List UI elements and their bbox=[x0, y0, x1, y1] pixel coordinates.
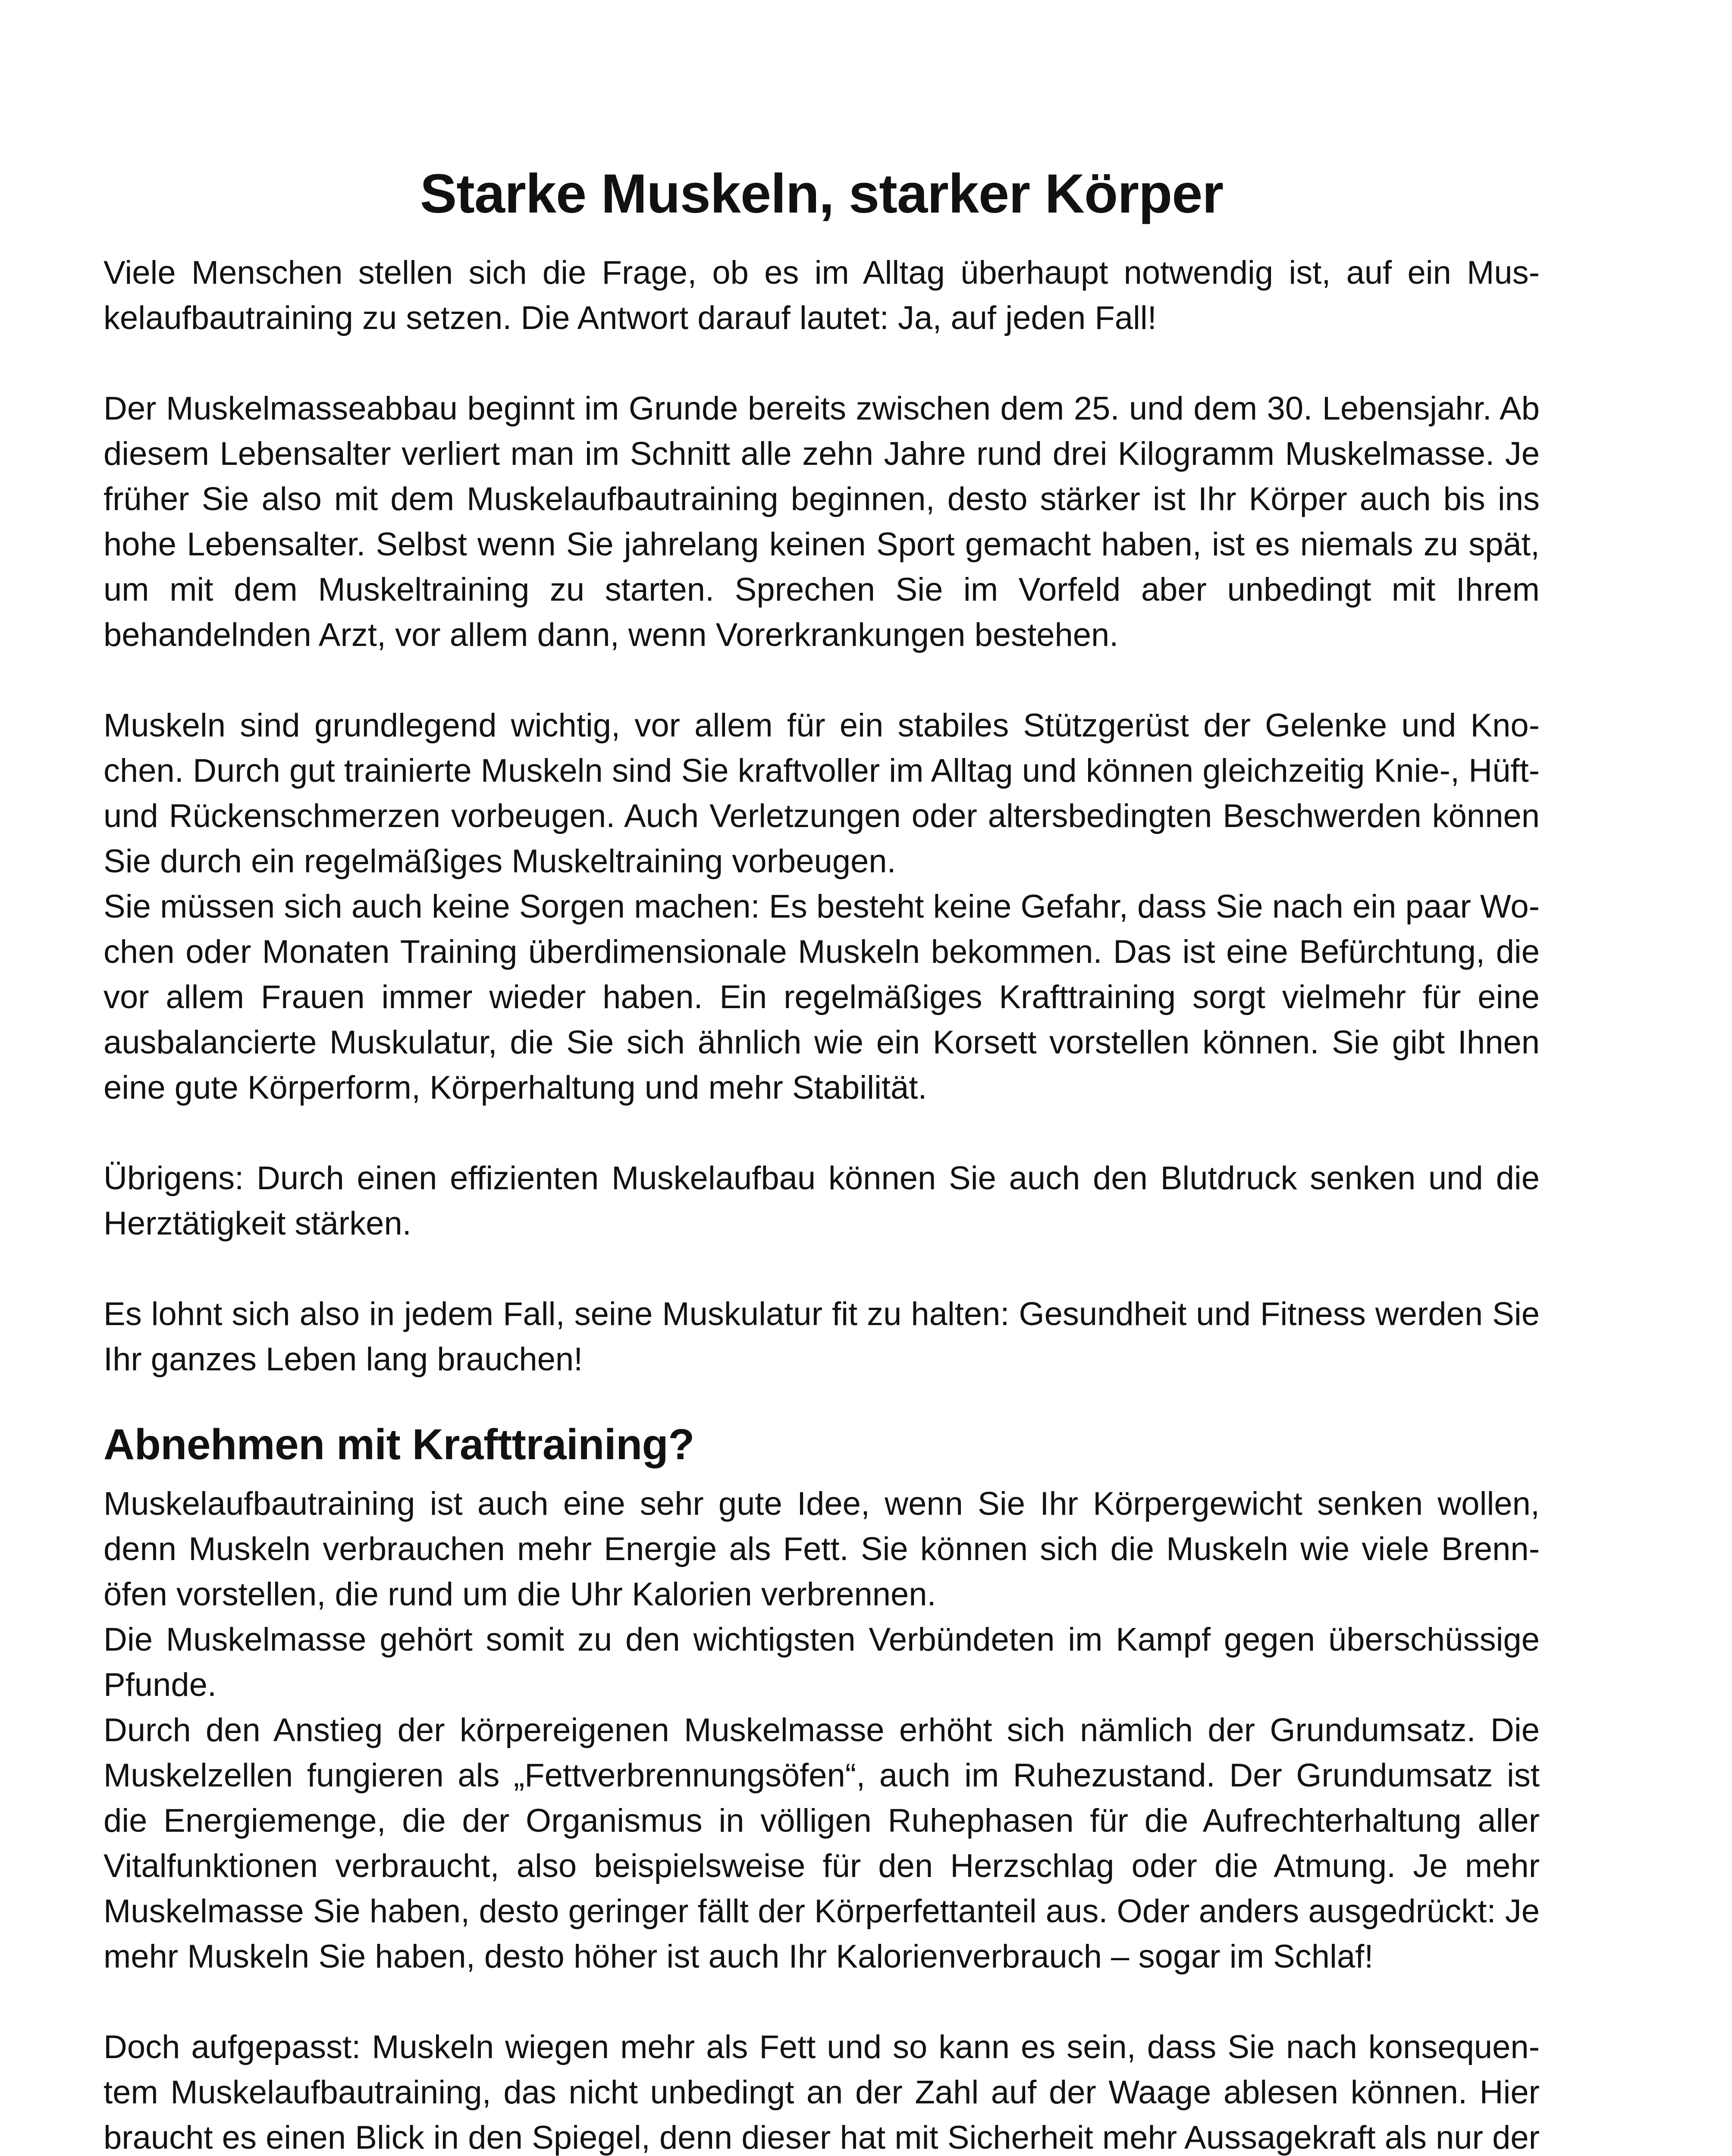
paragraph-intro: Viele Menschen stellen sich die Frage, ob es im Alltag überhaupt notwendig ist, auf ein Muskelaufbautraining zu setzen. Die Antwort darauf lautet: Ja, auf jeden Fall! bbox=[104, 254, 1540, 336]
page-content bbox=[104, 155, 1540, 2156]
paragraph-caution: Doch aufgepasst: Muskeln wiegen mehr als Fett und so kann es sein, dass Sie nach konsequentem Muskelaufbautraining, das nicht unbedingt an der Zahl auf der Waage ablesen können. Hier braucht es einen Blick in den Spiegel, denn dieser hat mit Sicherheit mehr Aussagekraft als nur der bbox=[104, 2029, 1540, 2156]
paragraph-no-worries: Sie müssen sich auch keine Sorgen machen: Es besteht keine Gefahr, dass Sie nach ein paar Wochen oder Monaten Training überdimensionale Muskeln bekommen. Das ist eine Befürchtung, die vor allem Frauen immer wieder haben. Ein regelmäßiges Krafttraining sorgt vielmehr für eine ausbalancierte Muskulatur, die Sie sich ähnlich wie ein Korsett vorstellen können. Sie gibt Ihnen eine gute Körperform, Körperhaltung und mehr Stabilität. bbox=[104, 888, 1540, 1106]
paragraph-allies: Die Muskelmasse gehört somit zu den wichtigsten Verbündeten im Kampf gegen überschüssige Pfunde. bbox=[104, 1621, 1540, 1703]
paragraph-muscle-importance: Muskeln sind grundlegend wichtig, vor allem für ein stabiles Stützgerüst der Gelenke und Knochen. Durch gut trainierte Muskeln sind Sie kraftvoller im Alltag und können gleichzeitig Knie-, Hüft- und Rückenschmerzen vorbeugen. Auch Verletzungen oder altersbedingten Beschwerden können Sie durch ein regelmäßiges Muskeltraining vorbeugen. bbox=[104, 707, 1540, 880]
paragraph-conclusion: Es lohnt sich also in jedem Fall, seine Muskulatur fit zu halten: Gesundheit und Fitness werden Sie Ihr ganzes Leben lang brauchen! bbox=[104, 1296, 1540, 1378]
paragraph-muscle-loss: Der Muskelmasseabbau beginnt im Grunde bereits zwischen dem 25. und dem 30. Lebensjahr. Ab diesem Lebensalter verliert man im Schnitt alle zehn Jahre rund drei Kilogramm Muskelmasse. Je früher Sie also mit dem Muskelaufbautraining beginnen, desto stärker ist Ihr Körper auch bis ins hohe Lebensalter. Selbst wenn Sie jahrelang keinen Sport gemacht haben, ist es niemals zu spät, um mit dem Muskeltraining zu starten. Sprechen Sie im Vorfeld aber unbedingt mit Ihrem behandelnden Arzt, vor allem dann, wenn Vorerkrankungen bestehen. bbox=[104, 390, 1540, 653]
page-title: Starke Muskeln, starker Körper bbox=[420, 163, 1224, 225]
section-heading: Abnehmen mit Krafttraining? bbox=[104, 1420, 694, 1469]
paragraph-basal-metabolism: Durch den Anstieg der körpereigenen Muskelmasse erhöht sich nämlich der Grundumsatz. Die Muskelzellen fungieren als „Fettverbrennungsöfen“, auch im Ruhezustand. Der Grundumsatz ist die Energiemenge, die der Organismus in völligen Ruhephasen für die Aufrechterhaltung aller Vitalfunktionen verbraucht, also beispielsweise für den Herzschlag oder die Atmung. Je mehr Muskelmasse Sie haben, desto geringer fällt der Körperfettanteil aus. Oder anders ausgedrückt: Je mehr Muskeln Sie haben, desto höher ist auch Ihr Kalorienverbrauch – sogar im Schlaf! bbox=[104, 1712, 1540, 1975]
paragraph-weight-loss: Muskelaufbautraining ist auch eine sehr gute Idee, wenn Sie Ihr Körpergewicht senken wollen, denn Muskeln verbrauchen mehr Energie als Fett. Sie können sich die Muskeln wie viele Brennöfen vorstellen, die rund um die Uhr Kalorien verbrennen. bbox=[104, 1485, 1540, 1613]
paragraph-blood-pressure: Übrigens: Durch einen effizienten Muskelaufbau können Sie auch den Blutdruck senken und die Herztätigkeit stärken. bbox=[104, 1160, 1540, 1242]
